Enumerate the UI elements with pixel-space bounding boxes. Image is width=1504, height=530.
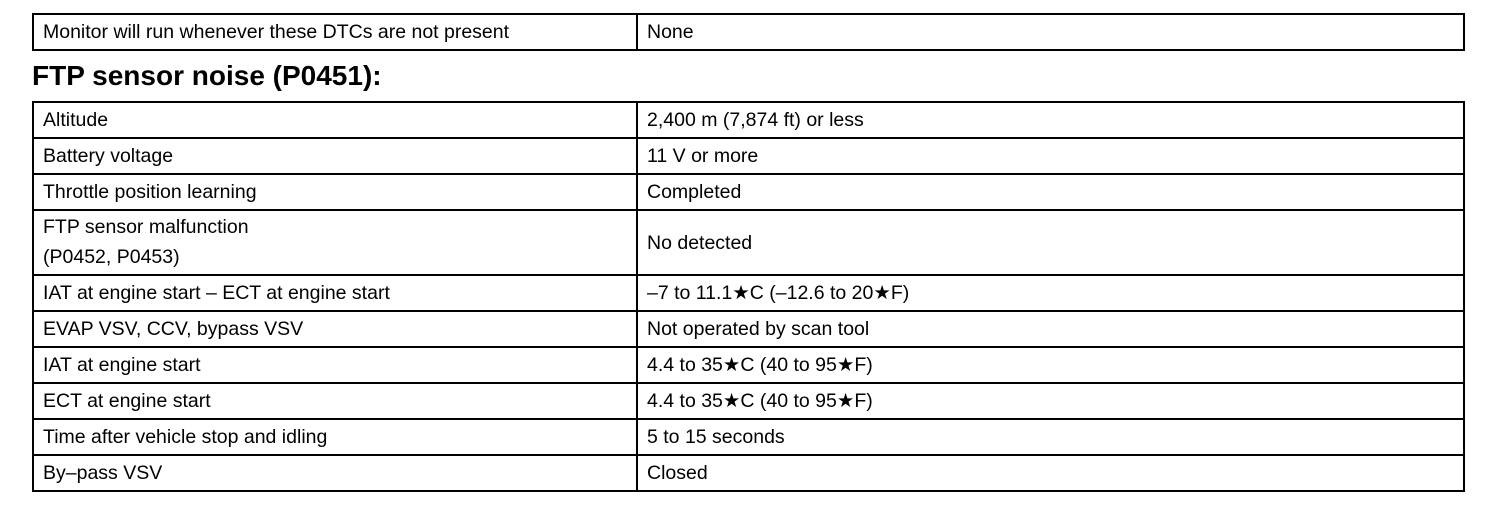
table-row [33,14,1464,50]
conditions-table [32,101,1465,492]
table-row [33,102,1464,138]
table-row [33,347,1464,383]
condition-label: Time after vehicle stop and idling [33,419,637,455]
condition-label: Battery voltage [33,138,637,174]
table-row [33,210,1464,275]
table-row [33,138,1464,174]
condition-label: Altitude [33,102,637,138]
condition-value: Not operated by scan tool [637,311,1464,347]
condition-value: 4.4 to 35★C (40 to 95★F) [637,347,1464,383]
condition-label: Monitor will run whenever these DTCs are not present [33,14,637,50]
condition-value: 2,400 m (7,874 ft) or less [637,102,1464,138]
condition-label: Throttle position learning [33,174,637,210]
condition-value: Completed [637,174,1464,210]
dtc-monitor-table [32,13,1465,51]
condition-value: No detected [637,210,1464,275]
table-row [33,419,1464,455]
condition-label-line: FTP sensor malfunction [43,216,249,238]
table-row [33,275,1464,311]
condition-label-line: (P0452, P0453) [43,246,180,268]
condition-value: None [637,14,1464,50]
condition-label: IAT at engine start [33,347,637,383]
condition-value: 4.4 to 35★C (40 to 95★F) [637,383,1464,419]
table-row [33,383,1464,419]
condition-label: By–pass VSV [33,455,637,491]
table-row [33,311,1464,347]
condition-label: IAT at engine start – ECT at engine start [33,275,637,311]
condition-value: 11 V or more [637,138,1464,174]
section-title: FTP sensor noise (P0451): [32,60,382,91]
condition-value: Closed [637,455,1464,491]
condition-value: 5 to 15 seconds [637,419,1464,455]
condition-label: EVAP VSV, CCV, bypass VSV [33,311,637,347]
condition-label [33,210,637,275]
table-row [33,455,1464,491]
condition-label: ECT at engine start [33,383,637,419]
table-row [33,174,1464,210]
condition-value: –7 to 11.1★C (–12.6 to 20★F) [637,275,1464,311]
